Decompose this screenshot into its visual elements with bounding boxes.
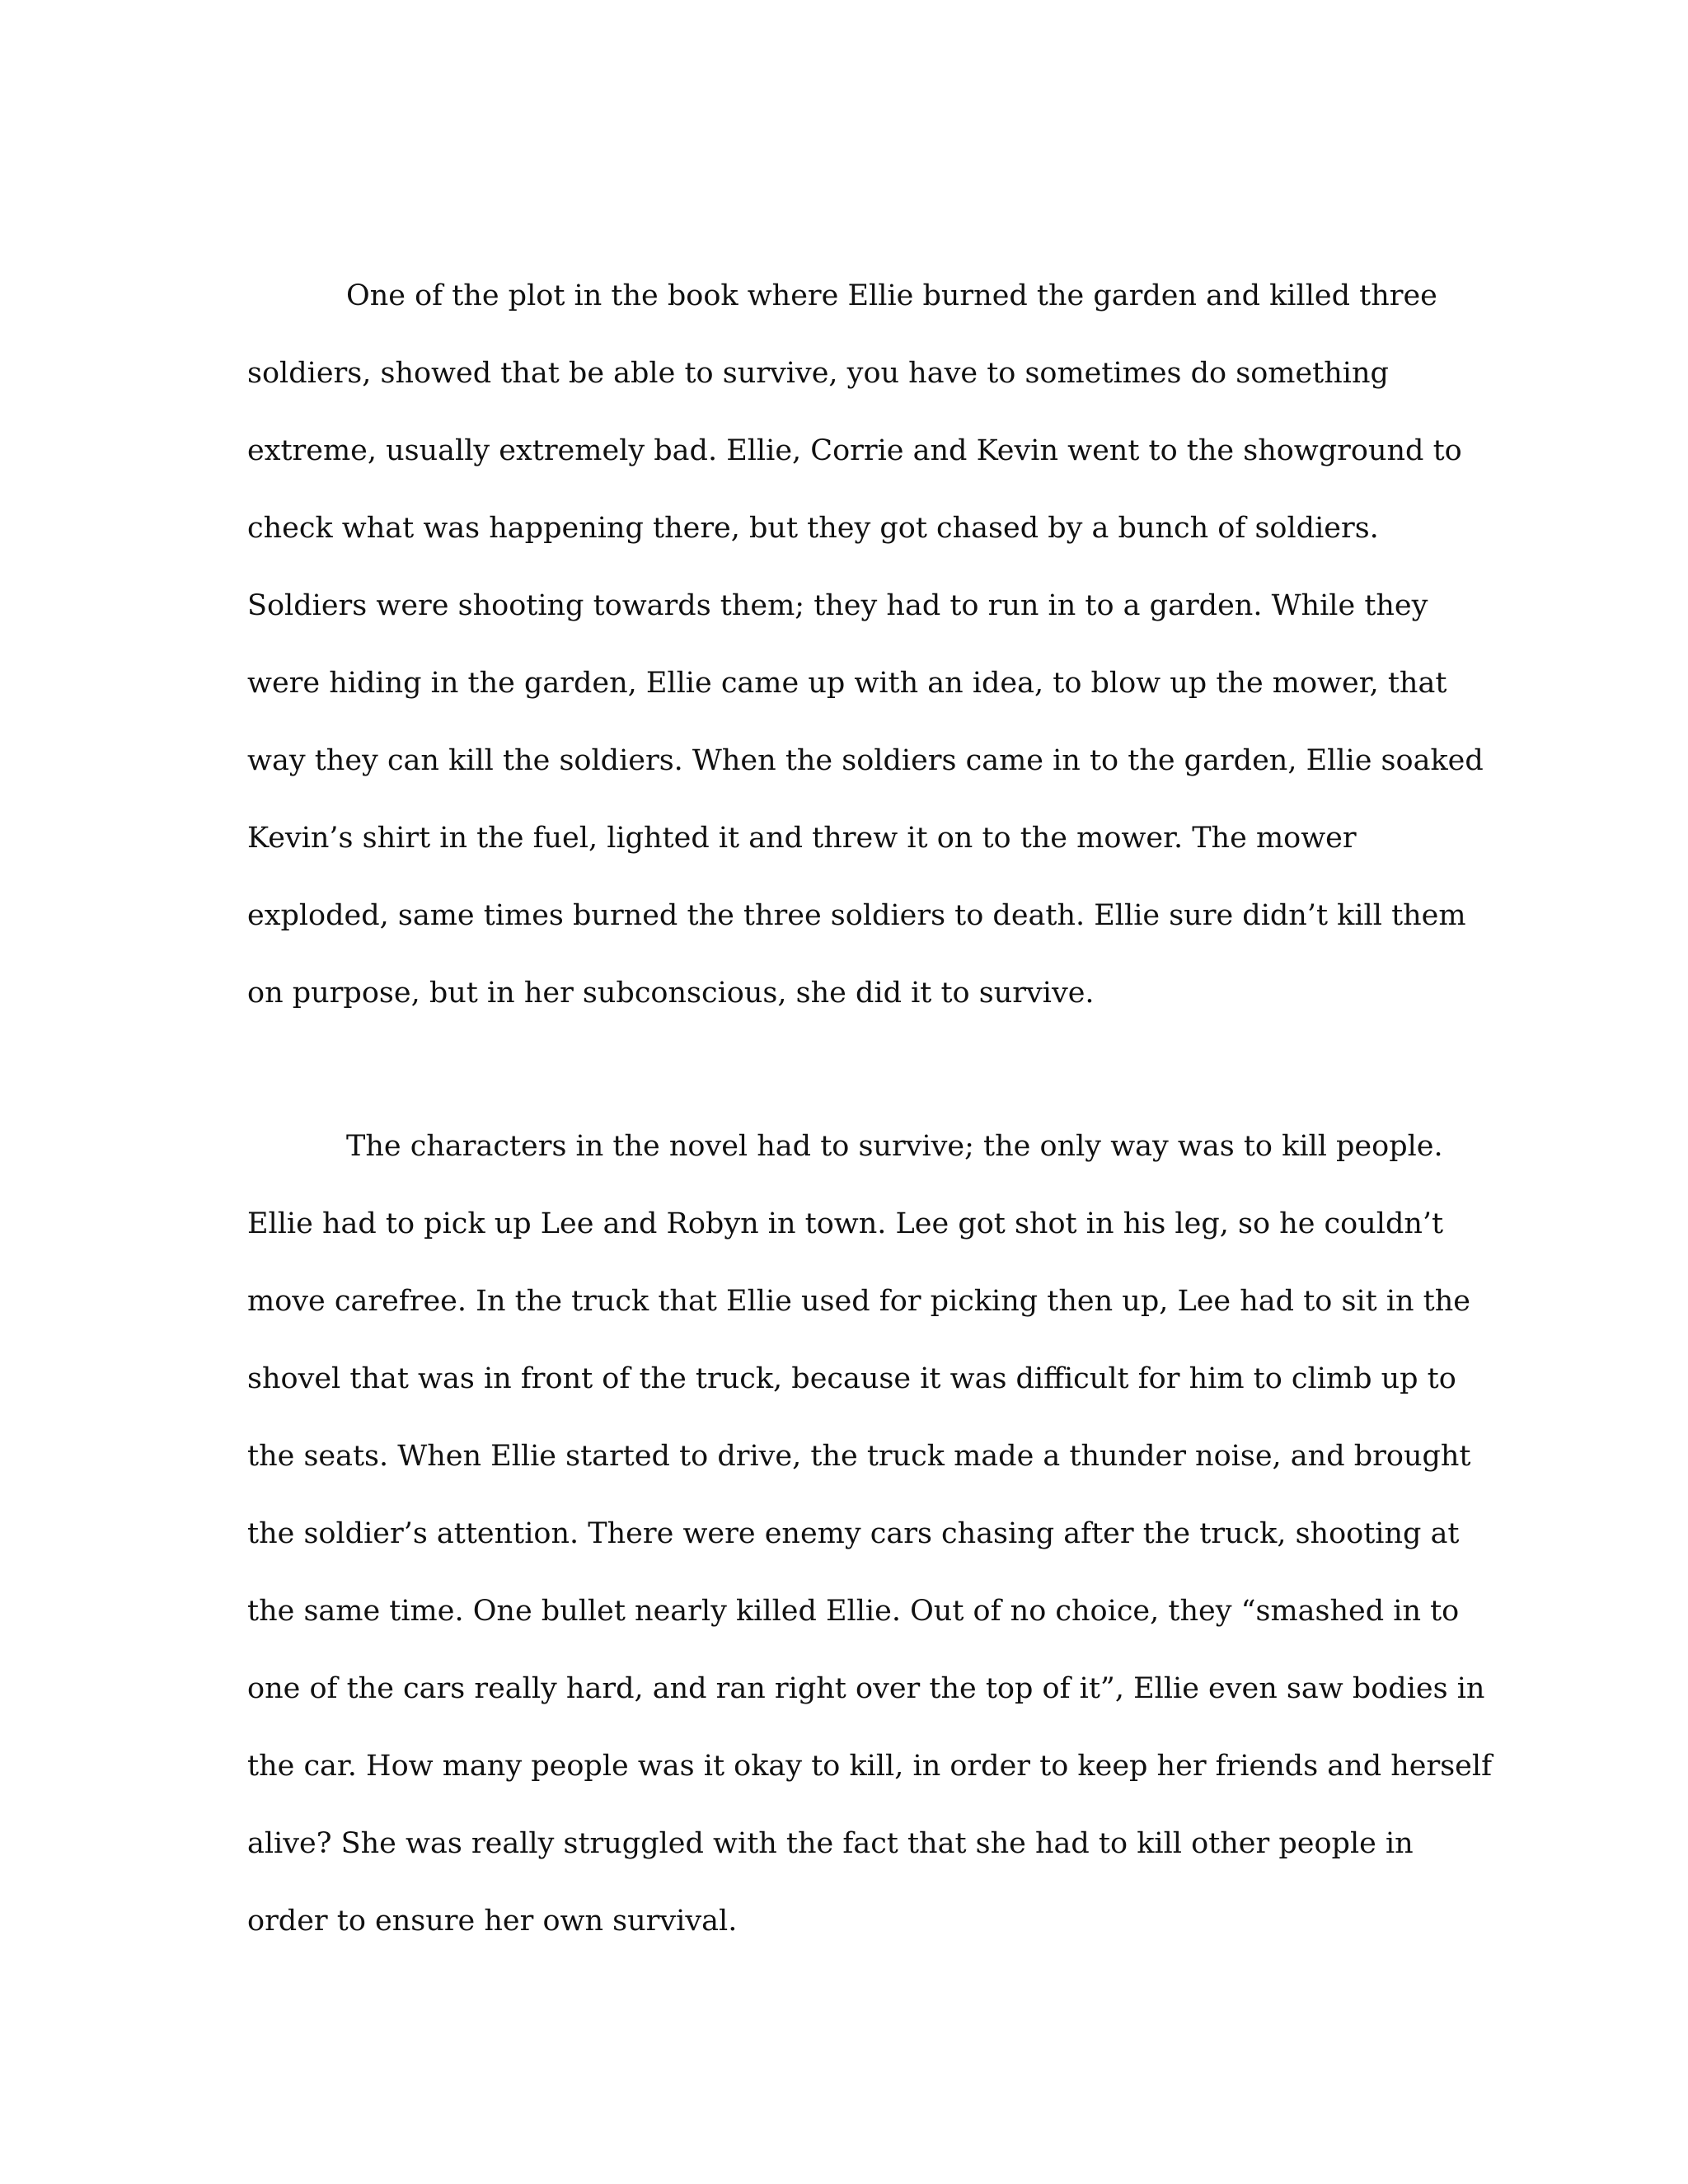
paragraph-line: exploded, same times burned the three soldiers to death. Ellie sure didn’t kill them: [247, 899, 1466, 932]
paragraph-line: check what was happening there, but they got chased by a bunch of soldiers.: [247, 512, 1379, 545]
paragraph-line: extreme, usually extremely bad. Ellie, Corrie and Kevin went to the showground to: [247, 434, 1462, 467]
paragraph-line: alive? She was really struggled with the fact that she had to kill other people in: [247, 1827, 1414, 1860]
paragraph-line: Soldiers were shooting towards them; they had to run in to a garden. While they: [247, 589, 1428, 622]
paragraph-line: The characters in the novel had to survive; the only way was to kill people.: [346, 1130, 1443, 1163]
paragraph-1: [247, 257, 1484, 1032]
paragraph-line: the soldier’s attention. There were enemy cars chasing after the truck, shooting at: [247, 1517, 1460, 1550]
paragraph-line: shovel that was in front of the truck, because it was difficult for him to climb up to: [247, 1362, 1456, 1395]
paragraph-line: way they can kill the soldiers. When the soldiers came in to the garden, Ellie soaked: [247, 744, 1484, 777]
paragraph-line: the seats. When Ellie started to drive, the truck made a thunder noise, and brought: [247, 1440, 1471, 1473]
paragraph-line: the same time. One bullet nearly killed Ellie. Out of no choice, they “smashed in to: [247, 1595, 1460, 1628]
paragraph-line: Ellie had to pick up Lee and Robyn in town. Lee got shot in his leg, so he couldn’t: [247, 1207, 1444, 1240]
paragraph-2: [247, 1108, 1493, 1960]
paragraph-line: the car. How many people was it okay to kill, in order to keep her friends and herself: [247, 1750, 1493, 1783]
paragraph-line: One of the plot in the book where Ellie burned the garden and killed three: [346, 279, 1437, 312]
paragraph-line: one of the cars really hard, and ran right over the top of it”, Ellie even saw bodies in: [247, 1672, 1485, 1705]
paragraph-line: on purpose, but in her subconscious, she did it to survive.: [247, 977, 1095, 1010]
paragraph-line: move carefree. In the truck that Ellie used for picking then up, Lee had to sit in the: [247, 1285, 1470, 1318]
paragraph-line: soldiers, showed that be able to survive, you have to sometimes do something: [247, 357, 1389, 390]
paragraph-line: Kevin’s shirt in the fuel, lighted it and threw it on to the mower. The mower: [247, 822, 1357, 855]
paragraph-line: order to ensure her own survival.: [247, 1905, 738, 1938]
paragraph-line: were hiding in the garden, Ellie came up with an idea, to blow up the mower, that: [247, 667, 1447, 700]
